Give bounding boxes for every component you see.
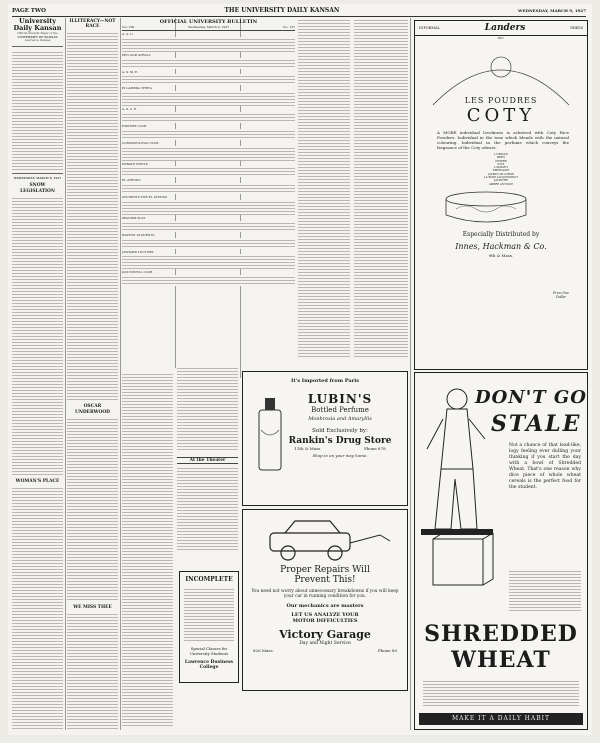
incomplete-footer: Lawrence Business College bbox=[184, 660, 234, 670]
bulletin-notice-heading: STUDENTS FOR EL ATENEO bbox=[122, 195, 168, 200]
bulletin-notice-text bbox=[122, 200, 295, 215]
bulletin-notice-text bbox=[122, 238, 295, 249]
editorial-heading-underwood: OSCAR UNDERWOOD bbox=[75, 404, 110, 415]
bulletin-notice-heading: A. S. M. E. bbox=[122, 69, 139, 74]
shredded-wheat-ad bbox=[414, 372, 588, 730]
column-2 bbox=[67, 18, 118, 730]
bulletin-notice-text bbox=[122, 275, 295, 286]
column-4-lower bbox=[177, 366, 238, 451]
article-text bbox=[298, 18, 350, 358]
coty-odeur-item: AMBRE ANTIQUE bbox=[488, 182, 514, 186]
victory-body: You need not worry about unnecessary breakdowns if you will keep your car in running condition for you. bbox=[251, 589, 399, 600]
bulletin-notice-heading: BAPTIST STUDENTS bbox=[122, 232, 155, 237]
victory-brand: Victory Garage bbox=[279, 628, 371, 642]
coty-body: A MORE individual loveliness is achieved with Coty Face Powders. Individual in the tone which blends with the natural colouring. Individual in the perfume which conveys the fragrance of the Coty odeurs. bbox=[437, 130, 569, 150]
newspaper-page bbox=[8, 4, 592, 735]
coty-odeur-item: L'AIMANT bbox=[494, 166, 508, 170]
bulletin-notice-heading: A. A. U. bbox=[122, 32, 134, 36]
coty-distributor: Innes, Hackman & Co. bbox=[455, 241, 547, 251]
incomplete-text bbox=[184, 587, 234, 642]
incomplete-line1: Special Classes for bbox=[190, 646, 228, 651]
coty-les-poudres: LES POUDRES bbox=[464, 96, 538, 105]
wheat-footer-banner: MAKE IT A DAILY HABIT bbox=[419, 713, 583, 725]
cereal-box-illustration bbox=[425, 533, 495, 593]
bulletin-notice-text bbox=[122, 183, 295, 194]
lubin-product: Bottled Perfume bbox=[311, 406, 369, 414]
bulletin-notice-text bbox=[122, 58, 295, 69]
bulletin-notice-text bbox=[122, 91, 295, 106]
editorial-text bbox=[67, 31, 118, 401]
victory-analyze-2: MOTOR DIFFICULTIES bbox=[292, 618, 358, 625]
bulletin-notice-text bbox=[122, 129, 295, 140]
theater-column bbox=[177, 454, 238, 564]
coty-left-tag: INFORMAL bbox=[419, 26, 440, 30]
bulletin-title: OFFICIAL UNIVERSITY BULLETIN bbox=[159, 19, 258, 25]
victory-address: 826 Mass. bbox=[253, 648, 274, 654]
bulletin-notice-text bbox=[122, 146, 295, 161]
coty-ornament bbox=[423, 45, 579, 125]
bulletin-number: No. 137 bbox=[282, 25, 295, 29]
page-header bbox=[12, 6, 586, 15]
bulletin-notice-heading: SPANISH PLAY bbox=[122, 215, 146, 220]
bulletin-volume: Vol. VIII bbox=[122, 25, 135, 29]
editorial-text bbox=[12, 486, 63, 730]
incomplete-title: INCOMPLETE bbox=[185, 576, 233, 583]
wheat-body: Not a chance of that lead-like, logy feeling ever dulling your thinking if you start the day with a bowl of Shredded Wheat. That's one reason why dice piece of whole wheat cereals is the perfect food for the student. bbox=[509, 443, 581, 490]
coty-odeur-item: JASMIN DE CORSE bbox=[488, 172, 514, 176]
paper-title: THE UNIVERSITY DAILY KANSAN bbox=[224, 7, 340, 14]
victory-mechanics: Our mechanics are masters bbox=[286, 603, 364, 610]
lubin-line1: It's Imported from Paris bbox=[291, 378, 359, 384]
theater-heading: At the Theater bbox=[177, 457, 238, 464]
coty-right-tag: DRESS bbox=[570, 26, 583, 30]
coty-odeur-item: CHYPRE bbox=[495, 159, 507, 163]
lubin-phone: Phone 678 bbox=[364, 446, 386, 451]
header-rule bbox=[12, 16, 586, 17]
column-5 bbox=[298, 18, 350, 358]
lubin-store: Rankin's Drug Store bbox=[288, 436, 392, 446]
victory-service: Day and Night Service bbox=[299, 641, 351, 647]
victory-garage-ad bbox=[242, 509, 408, 691]
issue-date: WEDNESDAY, MARCH 9, 1927 bbox=[517, 8, 586, 13]
official-bulletin bbox=[122, 18, 295, 370]
page-label: PAGE TWO bbox=[12, 7, 46, 14]
coty-powder-ad bbox=[414, 20, 588, 370]
editorial-text bbox=[67, 417, 118, 602]
victory-phone: Phone 80 bbox=[378, 648, 397, 654]
bulletin-notice-heading: JAYHAWK LECTURE bbox=[122, 249, 154, 254]
landers-brand: Landers bbox=[484, 23, 526, 33]
bottle-illustration bbox=[249, 390, 289, 490]
wheat-brand-2: WHEAT bbox=[451, 647, 551, 673]
incomplete-line2: University Students bbox=[189, 651, 229, 656]
coty-location: 9th & Mass. bbox=[488, 252, 514, 258]
victory-headline-1: Proper Repairs Will bbox=[280, 565, 370, 575]
coty-name: COTY bbox=[466, 105, 536, 126]
bulletin-notice-text bbox=[122, 112, 295, 123]
editorial-heading-miss: WE MISS THEE bbox=[73, 604, 112, 610]
coty-odeur-item: L'ORIGAN bbox=[494, 153, 508, 156]
bulletin-notice-heading: A. S. C. E. bbox=[122, 107, 138, 112]
business-college-ad bbox=[179, 571, 239, 683]
issue-date-line: WEDNESDAY, MARCH 9, 1927 bbox=[13, 175, 62, 180]
lubin-sold-by: Sold Exclusively by: bbox=[312, 428, 368, 434]
article-text bbox=[122, 372, 173, 727]
divider bbox=[12, 46, 63, 47]
editorial-heading-snow: SNOW LEGISLATION bbox=[20, 183, 55, 194]
coty-odeur-list bbox=[435, 153, 567, 186]
lubin-perfume-ad bbox=[242, 371, 408, 506]
lubin-address: 11th & Mass. bbox=[294, 446, 322, 451]
bulletin-notice-heading: COSMOPOLITAN CLUB bbox=[122, 140, 159, 145]
coty-odeur-item: PARIS bbox=[496, 156, 506, 160]
wheat-line-2: STALE bbox=[491, 411, 582, 437]
masthead: University Daily Kansan bbox=[13, 18, 62, 32]
editorial-text bbox=[12, 196, 63, 476]
victory-analyze-1: LET US ANALYZE YOUR bbox=[291, 612, 359, 619]
bulletin-notice-heading: DEBATE CIRCLE bbox=[122, 161, 149, 166]
column-divider bbox=[410, 18, 411, 730]
masthead-sub-2: UNIVERSITY OF KANSAS bbox=[17, 34, 58, 39]
article-text bbox=[177, 366, 238, 451]
theater-text bbox=[177, 466, 238, 551]
bulletin-notice-heading: HISTORY CLUB bbox=[122, 123, 147, 128]
bulletin-notice-heading: EL ATENEO bbox=[122, 178, 141, 183]
editorial-heading-illiteracy: ILLITERACY—NOT RACE bbox=[69, 19, 116, 30]
column-divider bbox=[65, 18, 66, 730]
bulletin-notice-heading: DAY-NOVELL CLUB bbox=[122, 270, 153, 275]
lubin-brand: LUBIN'S bbox=[307, 392, 373, 406]
wheat-brand-1: SHREDDED bbox=[424, 621, 578, 647]
victory-contact bbox=[253, 648, 397, 653]
powder-box-illustration bbox=[441, 189, 531, 225]
car-illustration bbox=[250, 513, 400, 563]
landers-banner bbox=[415, 21, 587, 36]
wheat-text-block bbox=[509, 569, 581, 611]
bulletin-notice-text bbox=[122, 254, 295, 269]
coty-odeur-item: JACINTHE bbox=[493, 179, 509, 183]
bulletin-notice-heading: PEN AND SCROLL bbox=[122, 52, 151, 57]
coty-odeur-item: EMERAUDE bbox=[492, 169, 510, 173]
lubin-tagline: Shop in on your way home. bbox=[312, 453, 368, 458]
masthead-sub-1: Official Student Paper of the bbox=[17, 31, 58, 35]
landers-sub: INC. bbox=[497, 36, 505, 40]
coty-odeur-item: LA ROSE JACQUEMINOT bbox=[484, 176, 518, 180]
bulletin-notices bbox=[122, 33, 295, 286]
coty-especially: Especially Distributed by bbox=[462, 230, 540, 238]
victory-headline-2: Prevent This! bbox=[294, 575, 356, 585]
article-text bbox=[354, 18, 408, 358]
column-1 bbox=[12, 18, 63, 730]
bulletin-subheader bbox=[122, 25, 295, 31]
bulletin-date: Wednesday, March 9, 1927 bbox=[188, 25, 230, 29]
bulletin-notice-text bbox=[122, 166, 295, 177]
editorial-heading-woman: WOMAN'S PLACE bbox=[15, 478, 60, 484]
masthead-sub-3: Lawrence, Kansas bbox=[24, 38, 51, 43]
coty-odeur-item: STYX bbox=[497, 162, 505, 166]
bulletin-notice-text bbox=[122, 221, 295, 232]
staff-listing-text bbox=[12, 50, 63, 170]
bulletin-notice-text bbox=[122, 37, 295, 52]
divider bbox=[12, 173, 63, 174]
lubin-contact bbox=[273, 446, 407, 451]
bulletin-notice-text bbox=[122, 74, 295, 85]
coty-price: Price One Dollar bbox=[553, 291, 569, 299]
lubin-scent: Monbrosia and Amaryllis bbox=[308, 416, 372, 422]
wheat-fine-print bbox=[423, 679, 579, 707]
column-3-lower bbox=[122, 372, 173, 727]
editorial-text bbox=[67, 612, 118, 730]
column-6 bbox=[354, 18, 408, 358]
column-divider bbox=[120, 18, 121, 730]
wheat-line-1: DON'T GO bbox=[475, 387, 587, 408]
bulletin-notice-heading: PI LAMBDA THETA bbox=[122, 86, 152, 91]
